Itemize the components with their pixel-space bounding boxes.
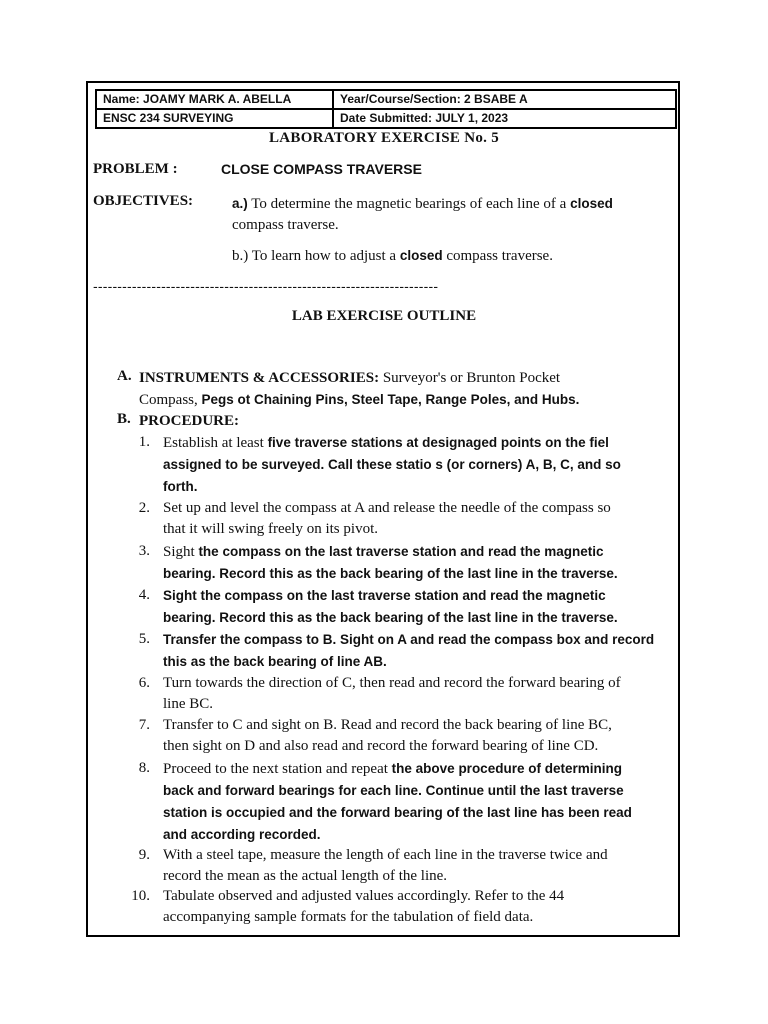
step-text-bold: the compass on the last traverse station and read the magnetic: [198, 544, 604, 559]
step-text-bold: Sight the compass on the last traverse station and read the magnetic: [163, 588, 606, 603]
step-text: that it will swing freely on its pivot.: [163, 521, 378, 537]
year-course-section: Year/Course/Section: 2 BSABE A: [333, 90, 676, 109]
step-number: 3.: [138, 543, 150, 559]
date-submitted: Date Submitted: JULY 1, 2023: [333, 109, 676, 128]
outline-title: LAB EXERCISE OUTLINE: [291, 308, 477, 324]
section-divider: -----------------------------------------------------------------------: [93, 278, 439, 294]
step-text-bold: forth.: [163, 479, 198, 494]
section-b-letter: B.: [117, 411, 131, 427]
section-a-text-cont: Compass,: [139, 392, 202, 408]
objective-b: [232, 245, 553, 267]
step-text: Transfer to C and sight on B. Read and record the back bearing of line BC,: [163, 717, 612, 733]
step-text: accompanying sample formats for the tabulation of field data.: [163, 909, 534, 925]
problem-value: CLOSE COMPASS TRAVERSE: [221, 161, 422, 177]
section-a-letter: A.: [117, 368, 132, 384]
step-text-bold: this as the back bearing of line AB.: [163, 654, 387, 669]
step-text: record the mean as the actual length of the line.: [163, 868, 448, 884]
step-text-bold: assigned to be surveyed. Call these statio s (or corners) A, B, C, and so: [163, 457, 621, 472]
objective-b-text-end: compass traverse.: [442, 248, 553, 264]
objective-b-bold: closed: [399, 248, 443, 263]
problem-label: PROBLEM :: [93, 161, 178, 177]
course-code: ENSC 234 SURVEYING: [96, 109, 333, 128]
step-number: 1.: [138, 434, 150, 450]
step-number: 9.: [138, 847, 150, 863]
objective-a-text-cont: compass traverse.: [232, 217, 339, 233]
step-number: 2.: [138, 500, 150, 516]
objective-a-marker: a.): [232, 196, 248, 211]
objective-a-text: To determine the magnetic bearings of each line of a: [247, 196, 571, 212]
objective-a: [232, 193, 613, 236]
step-number: 6.: [138, 675, 150, 691]
page-title: LABORATORY EXERCISE No. 5: [268, 130, 500, 146]
objectives-label: OBJECTIVES:: [93, 193, 194, 209]
step-text-bold: station is occupied and the forward bearing of the last line has been read: [163, 805, 632, 820]
step-text-bold: and according recorded.: [163, 827, 321, 842]
section-a-heading: INSTRUMENTS & ACCESSORIES:: [139, 370, 380, 386]
step-text: With a steel tape, measure the length of each line in the traverse twice and: [163, 847, 608, 863]
step-text-bold: Transfer the compass to B. Sight on A and read the compass box and record: [163, 632, 655, 647]
student-name: Name: JOAMY MARK A. ABELLA: [96, 90, 333, 109]
step-text: then sight on D and also read and record the forward bearing of line CD.: [163, 738, 599, 754]
step-text: Proceed to the next station and repeat: [163, 761, 392, 777]
step-text: Sight: [163, 544, 199, 560]
objective-b-text: b.) To learn how to adjust a: [232, 248, 400, 264]
objective-a-bold: closed: [570, 196, 613, 211]
step-number: 10.: [131, 888, 150, 904]
step-number: 8.: [138, 760, 150, 776]
step-text: Tabulate observed and adjusted values accordingly. Refer to the 44: [163, 888, 565, 904]
step-text-bold: bearing. Record this as the back bearing of the last line in the traverse.: [163, 610, 618, 625]
step-text-bold: the above procedure of determining: [391, 761, 622, 776]
section-a-bold: Pegs ot Chaining Pins, Steel Tape, Range Poles, and Hubs.: [201, 392, 580, 407]
step-number: 5.: [138, 631, 150, 647]
step-text-bold: back and forward bearings for each line. Continue until the last traverse: [163, 783, 624, 798]
header-info-table: [95, 89, 677, 129]
step-number: 4.: [138, 587, 150, 603]
section-a-instruments: [139, 368, 579, 411]
step-number: 7.: [138, 717, 150, 733]
step-text: Establish at least: [163, 435, 268, 451]
step-text-bold: bearing. Record this as the back bearing of the last line in the traverse.: [163, 566, 618, 581]
step-text: Set up and level the compass at A and release the needle of the compass so: [163, 500, 611, 516]
section-b-heading: PROCEDURE:: [139, 413, 239, 429]
step-text: Turn towards the direction of C, then read and record the forward bearing of: [163, 675, 621, 691]
step-text-bold: five traverse stations at designaged points on the fiel: [267, 435, 609, 450]
step-text: line BC.: [163, 696, 214, 712]
section-a-text: Surveyor's or Brunton Pocket: [379, 370, 561, 386]
